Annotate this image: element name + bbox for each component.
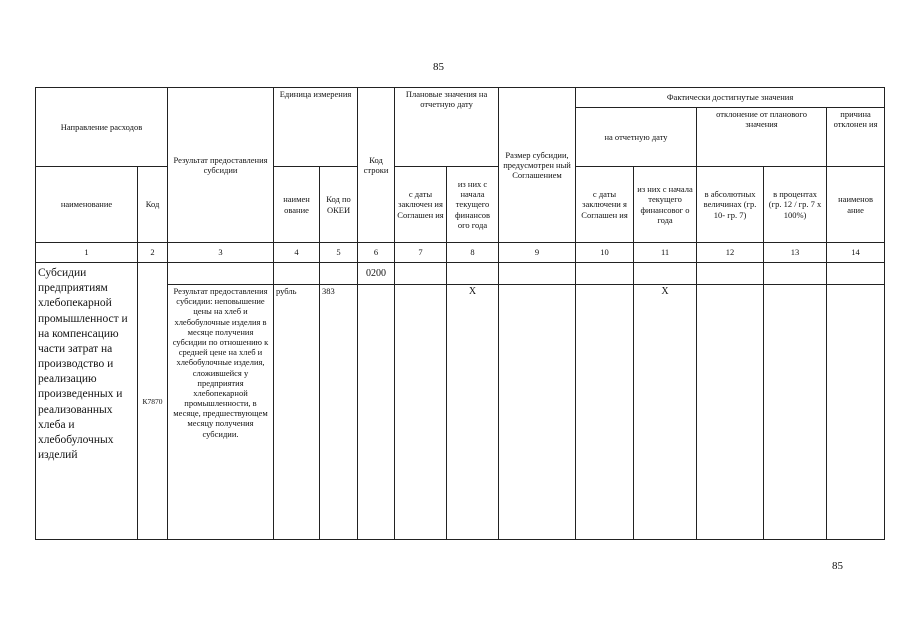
header-since-agreement: с даты заключен ия Соглашен ия: [395, 167, 447, 243]
column-number: 2: [138, 243, 168, 263]
header-direction: Направление расходов: [36, 88, 168, 167]
column-number: 12: [697, 243, 764, 263]
column-number: 8: [447, 243, 499, 263]
page-number-top: 85: [433, 61, 444, 73]
header-reason-name: наименов ание: [827, 167, 885, 243]
column-number: 4: [274, 243, 320, 263]
unit-name-cell: рубль: [274, 285, 320, 540]
header-actual-on-date: на отчетную дату: [576, 108, 697, 167]
column-number: 1: [36, 243, 138, 263]
header-row-code: Код строки: [358, 88, 395, 243]
empty-cell: [697, 285, 764, 540]
report-table: [35, 87, 885, 540]
column-number: 13: [764, 243, 827, 263]
page-number-bottom: 85: [832, 560, 843, 572]
column-number: 14: [827, 243, 885, 263]
header-actual-since-year-start: из них с начала текущего финансовог о года: [634, 167, 697, 243]
header-abs-values: в абсолютных величинах (гр. 10- гр. 7): [697, 167, 764, 243]
direction-code-cell: К7870: [138, 263, 168, 540]
header-code: Код: [138, 167, 168, 243]
result-cell-top: [168, 263, 274, 285]
header-result: Результат предоставления субсидии: [168, 88, 274, 243]
empty-cell: [447, 263, 499, 285]
column-number: 9: [499, 243, 576, 263]
empty-cell: [576, 263, 634, 285]
header-since-year-start: из них с начала текущего финансов ого года: [447, 167, 499, 243]
result-text-cell: Результат предоставления субсидии: неповышение цены на хлеб и хлебобулочные изделия в месяце получения субсидии по отношению к средней цене на хлеб и хлебобулочные изделия, сложившейся у предприятия хлебопекарной промышленности, в месяце, предшествующем месяцу получения субсидии.: [168, 285, 274, 540]
empty-cell: [395, 285, 447, 540]
header-okei: Код по ОКЕИ: [320, 167, 358, 243]
header-planned: Плановые значения на отчетную дату: [395, 88, 499, 167]
column-number: 3: [168, 243, 274, 263]
empty-cell: [358, 285, 395, 540]
header-actual-since-agreement: с даты заключени я Соглашен ия: [576, 167, 634, 243]
empty-cell: [764, 285, 827, 540]
header-percent: в процентах (гр. 12 / гр. 7 х 100%): [764, 167, 827, 243]
actual-year-mark: Х: [634, 285, 697, 540]
empty-cell: [499, 263, 576, 285]
empty-cell: [827, 263, 885, 285]
column-number: 11: [634, 243, 697, 263]
column-number: 5: [320, 243, 358, 263]
header-deviation: отклонение от планового значения: [697, 108, 827, 167]
header-unit-name: наимен ование: [274, 167, 320, 243]
header-unit: Единица измерения: [274, 88, 358, 167]
header-actual: Фактически достигнутые значения: [576, 88, 885, 108]
empty-cell: [697, 263, 764, 285]
column-number: 10: [576, 243, 634, 263]
empty-cell: [395, 263, 447, 285]
empty-cell: [576, 285, 634, 540]
column-number: 7: [395, 243, 447, 263]
direction-name-cell: Субсидии предприятиям хлебопекарной промышленност и на компенсацию части затрат на производство и реализацию произведенных и реализованных хлеба и хлебобулочных изделий: [36, 263, 138, 540]
okei-cell-top: [320, 263, 358, 285]
header-subsidy-size: Размер субсидии, предусмотрен ный Соглашением: [499, 88, 576, 243]
empty-cell: [634, 263, 697, 285]
unit-name-cell-top: [274, 263, 320, 285]
header-reason: причина отклонен ия: [827, 108, 885, 167]
row-code-cell: 0200: [358, 263, 395, 285]
empty-cell: [499, 285, 576, 540]
empty-cell: [764, 263, 827, 285]
planned-year-mark: Х: [447, 285, 499, 540]
empty-cell: [827, 285, 885, 540]
column-number: 6: [358, 243, 395, 263]
okei-cell: 383: [320, 285, 358, 540]
header-name: наименование: [36, 167, 138, 243]
